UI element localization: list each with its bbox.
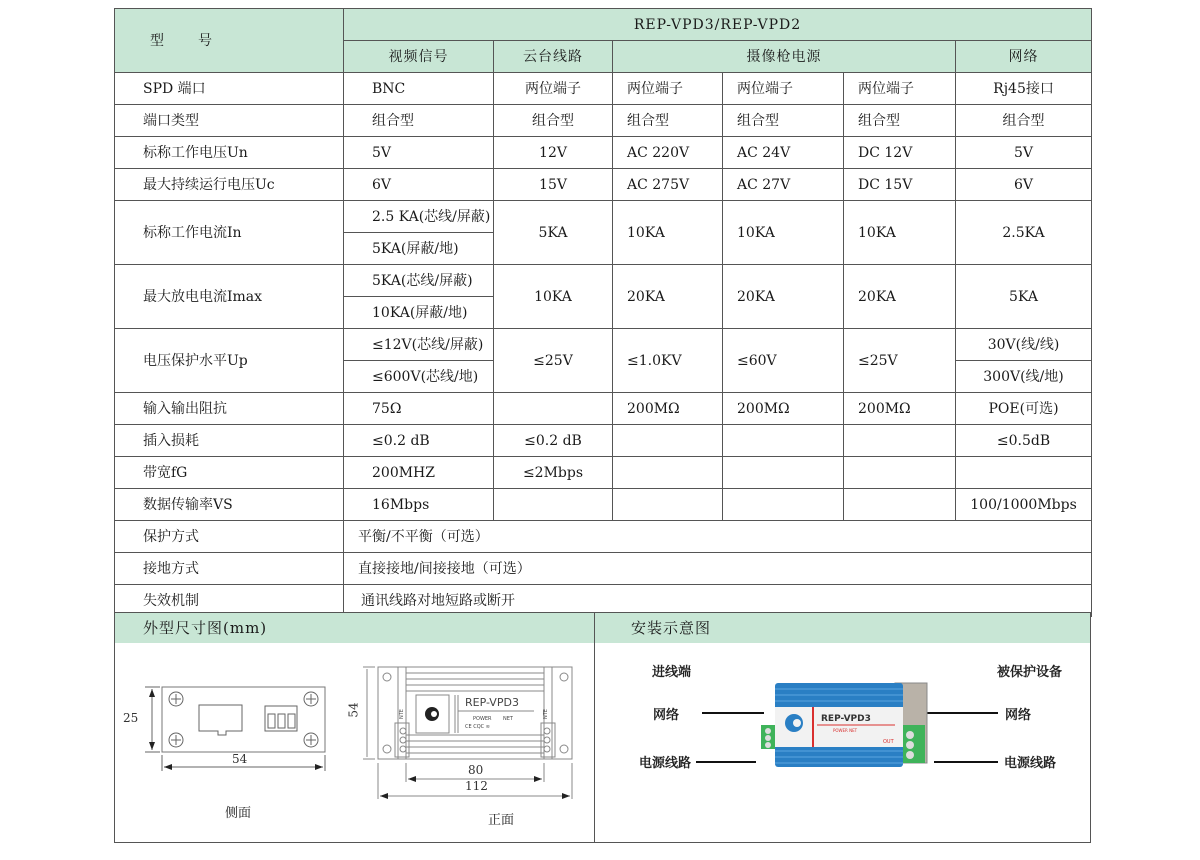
- side-view-drawing: [115, 643, 596, 843]
- cell-video: BNC: [344, 73, 494, 105]
- model-label: 型 号: [115, 9, 344, 73]
- row-label: 数据传输率VS: [115, 489, 344, 521]
- cell-power-3: [844, 489, 956, 521]
- table-row: [115, 169, 1092, 201]
- cell-power-2: 10KA: [723, 201, 844, 265]
- front-caption: 正面: [488, 813, 515, 828]
- table-row: [115, 329, 1092, 361]
- row-label: 输入输出阻抗: [115, 393, 344, 425]
- row-label: SPD 端口: [115, 73, 344, 105]
- cell-ptz: 12V: [494, 137, 613, 169]
- cell-ptz: [494, 393, 613, 425]
- model-value: REP-VPD3/REP-VPD2: [344, 9, 1092, 41]
- cell-power-3: DC 15V: [844, 169, 956, 201]
- cell-power-1: 组合型: [613, 105, 723, 137]
- group-video: 视频信号: [344, 41, 494, 73]
- cell-power-2: ≤60V: [723, 329, 844, 393]
- cell-power-2: AC 27V: [723, 169, 844, 201]
- cell-power-2: [723, 425, 844, 457]
- cell-video-b: ≤600V(芯线/地): [344, 361, 494, 393]
- cell-net-a: 30V(线/线): [956, 329, 1092, 361]
- cell-power-2: [723, 489, 844, 521]
- left-net-label: 网络: [653, 708, 680, 723]
- cell-protection-mode: 平衡/不平衡（可选）: [344, 521, 1092, 553]
- cell-power-3: 组合型: [844, 105, 956, 137]
- table-row: [115, 265, 1092, 297]
- front-inner-width-label: 80: [468, 763, 484, 777]
- cell-power-3: DC 12V: [844, 137, 956, 169]
- group-network: 网络: [956, 41, 1092, 73]
- svg-text:REP-VPD3: REP-VPD3: [465, 696, 519, 709]
- cell-video-b: 5KA(屏蔽/地): [344, 233, 494, 265]
- row-label: 标称工作电流In: [115, 201, 344, 265]
- cell-net: 2.5KA: [956, 201, 1092, 265]
- cell-ptz: 10KA: [494, 265, 613, 329]
- table-row: [115, 425, 1092, 457]
- cell-net-b: 300V(线/地): [956, 361, 1092, 393]
- group-ptz: 云台线路: [494, 41, 613, 73]
- row-label: 失效机制: [115, 585, 344, 617]
- cell-power-1: AC 220V: [613, 137, 723, 169]
- cell-video: 75Ω: [344, 393, 494, 425]
- cell-power-3: 200MΩ: [844, 393, 956, 425]
- side-height-label: 25: [123, 711, 139, 725]
- cell-video: 5V: [344, 137, 494, 169]
- row-label: 插入损耗: [115, 425, 344, 457]
- cell-power-3: [844, 457, 956, 489]
- cell-video: 6V: [344, 169, 494, 201]
- row-label: 接地方式: [115, 553, 344, 585]
- cell-grounding-mode: 直接接地/间接接地（可选）: [344, 553, 1092, 585]
- row-label: 端口类型: [115, 105, 344, 137]
- cell-power-1: 10KA: [613, 201, 723, 265]
- table-row: [115, 201, 1092, 233]
- cell-power-3: [844, 425, 956, 457]
- table-row: [115, 393, 1092, 425]
- cell-power-2: 组合型: [723, 105, 844, 137]
- spec-table: [114, 8, 1092, 617]
- protected-side-label: 被保护设备: [997, 665, 1063, 680]
- cell-ptz: 15V: [494, 169, 613, 201]
- install-panel: [594, 643, 1091, 843]
- group-camera-power: 摄像枪电源: [613, 41, 956, 73]
- svg-text:NTE: NTE: [543, 709, 549, 719]
- cell-power-3: 20KA: [844, 265, 956, 329]
- cell-power-2: AC 24V: [723, 137, 844, 169]
- row-label: 电压保护水平Up: [115, 329, 344, 393]
- cell-power-2: 200MΩ: [723, 393, 844, 425]
- cell-ptz: ≤0.2 dB: [494, 425, 613, 457]
- cell-power-2: 两位端子: [723, 73, 844, 105]
- cell-video-a: 5KA(芯线/屏蔽): [344, 265, 494, 297]
- table-row: [115, 457, 1092, 489]
- cell-failure-mode: 通讯线路对地短路或断开: [344, 585, 1092, 617]
- cell-net: 组合型: [956, 105, 1092, 137]
- cell-power-2: [723, 457, 844, 489]
- cell-video: 组合型: [344, 105, 494, 137]
- cell-video-a: 2.5 KA(芯线/屏蔽): [344, 201, 494, 233]
- dimensions-header: 外型尺寸图(mm): [114, 612, 595, 644]
- cell-video-a: ≤12V(芯线/屏蔽): [344, 329, 494, 361]
- cell-net: Rj45接口: [956, 73, 1092, 105]
- svg-text:REP-VPD3: REP-VPD3: [821, 714, 871, 724]
- cell-power-1: ≤1.0KV: [613, 329, 723, 393]
- cell-power-1: 200MΩ: [613, 393, 723, 425]
- left-power-label: 电源线路: [639, 756, 692, 771]
- side-caption: 侧面: [225, 806, 252, 821]
- row-label: 标称工作电压Un: [115, 137, 344, 169]
- input-side-label: 进线端: [652, 665, 692, 680]
- svg-text:POWER: POWER: [473, 716, 492, 722]
- cell-power-1: [613, 425, 723, 457]
- row-label: 带宽fG: [115, 457, 344, 489]
- right-net-label: 网络: [1005, 708, 1032, 723]
- table-row: [115, 137, 1092, 169]
- svg-text:NET: NET: [503, 716, 513, 722]
- cell-power-1: [613, 457, 723, 489]
- diagrams-section: [114, 612, 1091, 843]
- dimensions-panel: [114, 643, 595, 843]
- cell-video: ≤0.2 dB: [344, 425, 494, 457]
- cell-ptz: 两位端子: [494, 73, 613, 105]
- cell-ptz: ≤2Mbps: [494, 457, 613, 489]
- cell-power-1: [613, 489, 723, 521]
- cell-power-2: 20KA: [723, 265, 844, 329]
- right-power-label: 电源线路: [1004, 756, 1057, 771]
- row-label: 保护方式: [115, 521, 344, 553]
- cell-power-3: 两位端子: [844, 73, 956, 105]
- cell-video-b: 10KA(屏蔽/地): [344, 297, 494, 329]
- cell-net: 5V: [956, 137, 1092, 169]
- svg-text:POWER NET: POWER NET: [833, 728, 858, 733]
- cell-power-3: 10KA: [844, 201, 956, 265]
- table-row: [115, 489, 1092, 521]
- cell-power-1: AC 275V: [613, 169, 723, 201]
- svg-text:OUT: OUT: [883, 739, 894, 745]
- cell-net: 6V: [956, 169, 1092, 201]
- side-width-label: 54: [232, 752, 248, 766]
- cell-net: 5KA: [956, 265, 1092, 329]
- cell-net: [956, 457, 1092, 489]
- cell-power-1: 20KA: [613, 265, 723, 329]
- cell-video: 200MHZ: [344, 457, 494, 489]
- svg-text:CE CQC ≋: CE CQC ≋: [465, 724, 490, 730]
- front-height-label: 54: [346, 702, 361, 718]
- table-row: [115, 521, 1092, 553]
- cell-ptz: 组合型: [494, 105, 613, 137]
- table-row: [115, 553, 1092, 585]
- cell-net: POE(可选): [956, 393, 1092, 425]
- cell-ptz: 5KA: [494, 201, 613, 265]
- cell-net: 100/1000Mbps: [956, 489, 1092, 521]
- cell-power-3: ≤25V: [844, 329, 956, 393]
- front-outer-width-label: 112: [465, 779, 488, 793]
- row-label: 最大持续运行电压Uc: [115, 169, 344, 201]
- install-header: 安装示意图: [594, 612, 1091, 644]
- table-row: [115, 73, 1092, 105]
- svg-text:NTE: NTE: [399, 709, 405, 719]
- device-photo: [745, 679, 945, 779]
- cell-ptz: [494, 489, 613, 521]
- cell-power-1: 两位端子: [613, 73, 723, 105]
- cell-ptz: ≤25V: [494, 329, 613, 393]
- row-label: 最大放电电流Imax: [115, 265, 344, 329]
- cell-video: 16Mbps: [344, 489, 494, 521]
- table-row: [115, 105, 1092, 137]
- cell-net: ≤0.5dB: [956, 425, 1092, 457]
